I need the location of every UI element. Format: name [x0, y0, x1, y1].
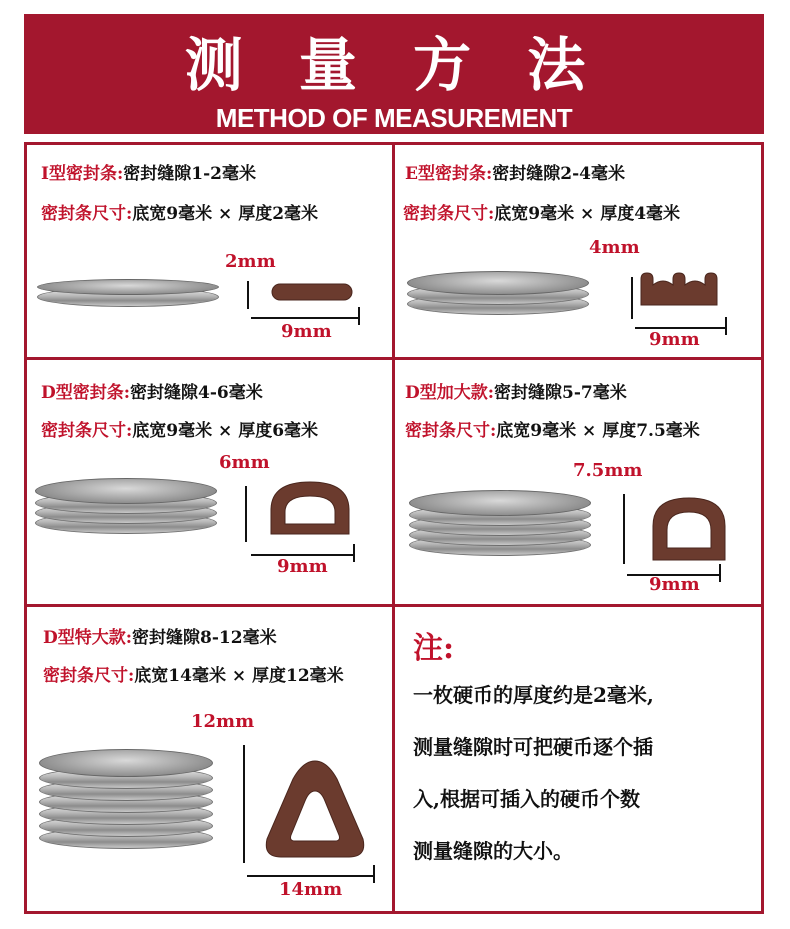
- dimension-tick: [247, 281, 249, 309]
- type-value: 密封缝隙8-12毫米: [132, 628, 277, 648]
- type-label: E型密封条:: [405, 164, 493, 184]
- size-value: 底宽9毫米 × 厚度4毫米: [494, 204, 681, 224]
- size-label: 密封条尺寸:: [403, 204, 495, 224]
- type-value: 密封缝隙1-2毫米: [123, 164, 256, 184]
- coin-stack: [35, 478, 217, 536]
- type-label: D型密封条:: [41, 383, 131, 403]
- page-subtitle: METHOD OF MEASUREMENT: [215, 103, 573, 133]
- note-line-1: 一枚硬币的厚度约是2毫米,: [413, 683, 654, 707]
- size-line: [43, 661, 344, 686]
- width-dimension-line: [247, 875, 375, 877]
- d-seal-strip: [269, 480, 351, 536]
- dimension-tick: [725, 317, 727, 335]
- type-line: [43, 623, 277, 648]
- width-dimension: 9mm: [649, 574, 700, 595]
- cell-d-type: [27, 360, 392, 604]
- dimension-tick: [243, 745, 245, 863]
- cell-i-type: [27, 145, 392, 357]
- type-line: [41, 159, 256, 184]
- note-title: 注:: [413, 631, 455, 666]
- cell-d-large: [395, 360, 761, 604]
- size-label: 密封条尺寸:: [41, 204, 133, 224]
- dimension-tick: [631, 277, 633, 319]
- type-label: D型特大款:: [43, 628, 133, 648]
- width-dimension-line: [251, 317, 359, 319]
- note-line-3: 入,根据可插入的硬币个数: [413, 787, 640, 811]
- height-dimension: 12mm: [191, 711, 255, 732]
- cell-d-xlarge: [27, 607, 392, 911]
- size-value: 底宽9毫米 × 厚度2毫米: [132, 204, 319, 224]
- size-label: 密封条尺寸:: [405, 421, 497, 441]
- e-seal-strip: [639, 271, 719, 307]
- type-line: [405, 378, 627, 403]
- type-label: D型加大款:: [405, 383, 495, 403]
- size-line: [403, 199, 680, 224]
- size-label: 密封条尺寸:: [41, 421, 133, 441]
- size-line: [41, 199, 318, 224]
- type-line: [41, 378, 263, 403]
- coin-face: [39, 749, 213, 777]
- i-seal-strip: [271, 283, 353, 301]
- cell-e-type: [395, 145, 761, 357]
- width-dimension: 9mm: [281, 321, 332, 342]
- width-dimension: 9mm: [649, 329, 700, 350]
- coin-face: [37, 279, 219, 295]
- width-dimension: 14mm: [279, 879, 343, 900]
- coin-stack: [37, 279, 219, 309]
- coin-face: [407, 271, 589, 295]
- height-dimension: 6mm: [219, 452, 270, 473]
- d-xlarge-seal-strip: [261, 757, 369, 861]
- note-line-4: 测量缝隙的大小。: [413, 839, 573, 863]
- coin-stack: [409, 490, 591, 558]
- height-dimension: 4mm: [589, 237, 640, 258]
- height-dimension: 2mm: [225, 251, 276, 272]
- dimension-tick: [719, 564, 721, 582]
- dimension-tick: [373, 865, 375, 883]
- dimension-tick: [245, 486, 247, 542]
- type-value: 密封缝隙2-4毫米: [492, 164, 625, 184]
- measurement-grid: [24, 142, 764, 914]
- dimension-tick: [358, 307, 360, 325]
- type-value: 密封缝隙5-7毫米: [494, 383, 627, 403]
- type-label: I型密封条:: [41, 164, 124, 184]
- note-line-2: 测量缝隙时可把硬币逐个插: [413, 735, 653, 759]
- size-line: [405, 416, 700, 441]
- page-title: 测 量 方 法: [184, 31, 604, 99]
- size-value: 底宽14毫米 × 厚度12毫米: [134, 666, 344, 686]
- dimension-tick: [623, 494, 625, 564]
- coin-stack: [407, 271, 589, 317]
- coin-face: [35, 478, 217, 504]
- size-value: 底宽9毫米 × 厚度7.5毫米: [496, 421, 700, 441]
- size-label: 密封条尺寸:: [43, 666, 135, 686]
- size-line: [41, 416, 318, 441]
- note-cell: [395, 607, 761, 911]
- coin-face: [409, 490, 591, 516]
- type-value: 密封缝隙4-6毫米: [130, 383, 263, 403]
- size-value: 底宽9毫米 × 厚度6毫米: [132, 421, 319, 441]
- dimension-tick: [353, 544, 355, 562]
- height-dimension: 7.5mm: [573, 460, 643, 481]
- type-line: [405, 159, 625, 184]
- coin-stack: [39, 747, 213, 851]
- d-large-seal-strip: [651, 496, 727, 562]
- header-banner: [24, 14, 764, 134]
- width-dimension: 9mm: [277, 556, 328, 577]
